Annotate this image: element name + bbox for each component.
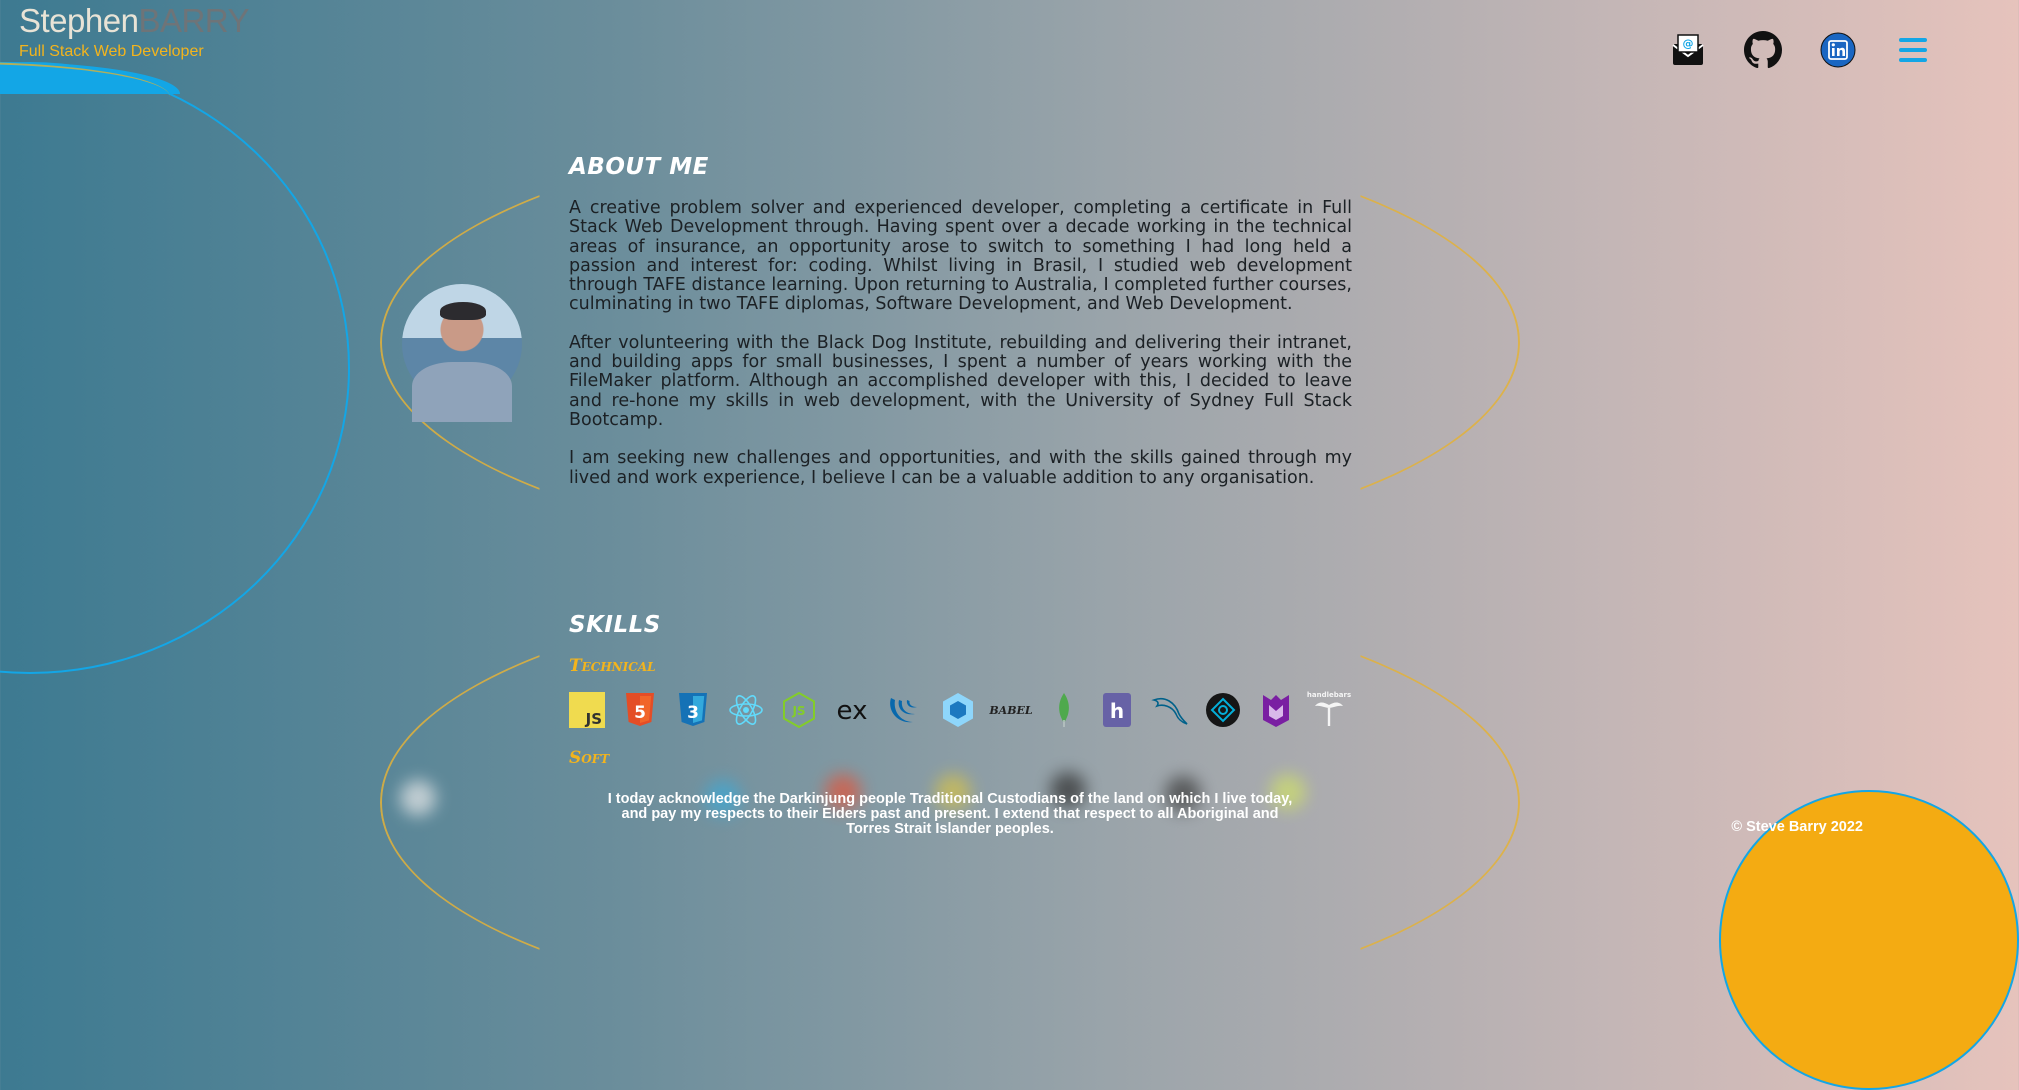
handlebars-icon-label: handlebars (1306, 691, 1352, 699)
insomnia-icon (1258, 692, 1294, 728)
javascript-icon-label: JS (585, 710, 602, 728)
github-icon[interactable] (1743, 30, 1783, 70)
about-paragraph: I am seeking new challenges and opportunities, and with the skills gained through my lived and work experience, I believe I can be a valuable addition to any organisation. (569, 448, 1352, 488)
css3-icon-label: 3 (687, 703, 699, 723)
babel-icon (989, 692, 1033, 728)
about-text (569, 199, 1352, 507)
mongodb-icon (1046, 692, 1082, 728)
decorative-corner-circle (1719, 790, 2019, 1090)
acknowledgement: I today acknowledge the Darkinjung people Traditional Custodians of the land on which I live today, and pay my respects to their Elders past and present. I extend that respect to all Aboriginal and Torres Strait Islander peoples. (607, 791, 1293, 837)
brand-name (19, 2, 249, 40)
soft-label: Soft (569, 748, 610, 768)
brand-first-name: Stephen (19, 2, 139, 39)
jquery-icon (887, 692, 923, 728)
avatar (402, 284, 522, 404)
decorative-circle (0, 62, 350, 674)
brand-subtitle: Full Stack Web Developer (19, 43, 204, 60)
linkedin-icon[interactable] (1818, 30, 1858, 70)
heroku-icon (1099, 692, 1135, 728)
about-paragraph: After volunteering with the Black Dog Institute, rebuilding and delivering their intranet, and building apps for small businesses, I spent a number of years working with the FileMaker platform. Although an accomplished developer with this, I decided to leave and re-hone my skills in web development, with the University of Sydney Full Stack Bootcamp. (569, 332, 1352, 430)
about-paragraph: A creative problem solver and experienced developer, completing a certificate in Full Stack Web Development through. Having spent over a decade working in the technical areas of insurance, an opportunity arose to switch to something I had long held a passion and interest for: coding. Whilst living in Brasil, I studied web development through TAFE distance learning. Upon returning to Australia, I completed further courses, culminating in two TAFE diplomas, Software Development, and Web Development. (569, 198, 1352, 315)
about-title: ABOUT ME (569, 154, 709, 180)
javascript-icon (569, 692, 605, 728)
brand[interactable] (19, 2, 249, 61)
brand-last-name: BARRY (138, 2, 250, 39)
html5-icon (622, 692, 658, 728)
mysql-icon (1152, 692, 1188, 728)
express-icon (834, 692, 870, 728)
handlebars-icon (1306, 691, 1352, 728)
webpack-icon (940, 692, 976, 728)
email-icon[interactable] (1668, 30, 1708, 70)
skills-title: SKILLS (569, 612, 661, 638)
technical-label: Technical (569, 656, 656, 676)
blurred-skill-icon (400, 780, 436, 816)
babel-icon-label: BABEL (989, 704, 1033, 717)
avatar-hair (440, 302, 486, 320)
circleci-icon (1205, 692, 1241, 728)
react-icon (728, 692, 764, 728)
menu-icon[interactable] (1893, 30, 1933, 70)
heroku-icon-label: h (1109, 699, 1125, 723)
decorative-thin-arc (0, 62, 170, 132)
css3-icon (675, 692, 711, 728)
express-icon-label: ex (836, 696, 868, 726)
nodejs-icon (781, 692, 817, 728)
nodejs-icon-label: JS (792, 704, 806, 718)
avatar-shirt (412, 362, 512, 422)
copyright: © Steve Barry 2022 (1731, 819, 1863, 835)
html5-icon-label: 5 (634, 703, 646, 723)
svg-text:@: @ (1682, 37, 1694, 50)
